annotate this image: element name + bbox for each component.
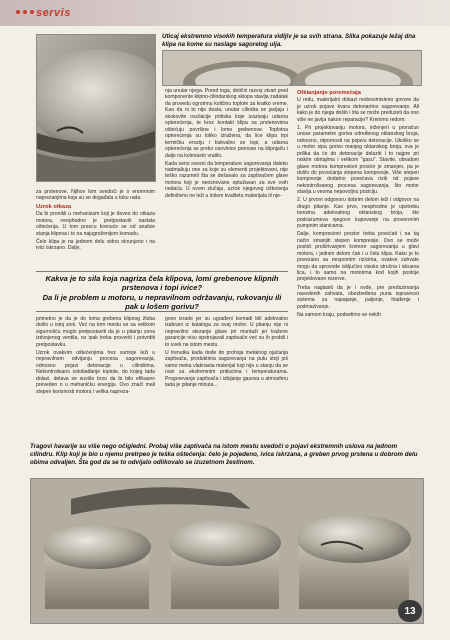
- right-paragraph: Treba naglasiti da je i ovde, pre preduzimanja navedenih zahvata, obezbeđena puna ispravnost sistema za napajanje, paljenje, hlađenje i podmazivanje.: [297, 284, 419, 310]
- middle-paragraph: Kada seno svesni da temperature sagorevanja daleko nadmašuju one za koje su elementi projektovani, nije teško razumeti šta se dešavalo sa zaptivačem glave motora koji je neosnovano optužavan za sve ovih nedaća. U ovom slučaju, uzrok njegovog oštećenja definitivno ne leži u lošem kvalitetu materijala ili nje-: [165, 160, 288, 199]
- pull-quote-rule-top: [36, 271, 288, 272]
- photo-damaged-pistons: [30, 478, 424, 624]
- left-intro: za prstenove. Njihov lom svedoči je o enormnim naprezanjima koja su se događala u toku rada.: [36, 189, 155, 202]
- right-paragraph: 1. Pri projektovanju motora, inženjeri u proračun unose parametre goriva određenog oktanskog broja, odnosno, otpornosti na pojavu detonacije. Ukoliko se u motor sipa gorivo manjeg oktanskog broja, sva je prilika da će do detonacije dolaziti i to najpre pri niskim obrtajima i velikom "gasu". Stavite, obradom glave motora kompresioni prostor je smanjen, pa je došlo do povećanja stepena kompresije. Više stepen kompresije dodatno povećava rizik od pojave nekontrolisanog procesa sagorevanja, što motor stavlja u veoma nepovoljnu poziciju.: [297, 124, 419, 196]
- caption-bottom: Tragovi havarije su više nego očigledni. Probaj više zaptivača na istom mestu svedoči o pojavi ekstremnih uslova na jednom cilindru. Klip koji je bio u njemu pretrpeo je teška oštećenja: čelo je pojedeno, ivica iskrzana, a greben prvog prstena u dobrom delu obima odvaljen. Šta god da se to odvijalo odlikovalo se izuzetnom žestinom.: [30, 443, 418, 466]
- bottom-left-paragraph: primetno je da je do loma grebena klipnog žleba došlo u istoj zoni. Već na tom mestu se sa velikom sigurnošću moglo pretpostaviti da je u pitanju zona izdvojenog ventila, no ipak treba proveriti i potvrditi pretpostavku.: [36, 316, 155, 348]
- bottom-left-column: [36, 316, 155, 397]
- pull-quote-line: Da li je problem u motoru, u nepravilnom održavanju, rukovanju ili pak u lošem gorivu?: [42, 292, 282, 312]
- photo-piston-closeup: [36, 34, 156, 182]
- right-paragraph: 2. U prvom odgovoru dobrim delom leži i odgovor na drugo pitanje. Kao prvo, neophodno je upotrebu benzina adekvatnog oktanskog broja, što podrazumeva njegovo kupovanje na proverenim pumpnim stanicama.: [297, 197, 419, 230]
- pull-quote-rule-bottom: [36, 311, 288, 312]
- page-number: 13: [398, 600, 422, 622]
- section-dots: [16, 10, 34, 14]
- photo-two-pistons: [162, 50, 422, 86]
- middle-column: [165, 88, 288, 201]
- pull-quote: [36, 274, 288, 312]
- pull-quote-line: Kakva je to sila koja nagriza čela klipova, lomi grebenove klipnih prstenova i topi ivice?: [45, 274, 279, 293]
- left-paragraph: Da bi pronikli u mehanizam koji je doveo do otkaza motora, neophodno je pretpostaviti nastala oštećenja. U tom pravcu krenuće se od analize stanja klipova i to na najugroženijem komadu.: [36, 211, 155, 237]
- right-heading: Otklanjanje poremećaja: [297, 90, 361, 96]
- left-paragraph: Čelo klipa je na jednom delu vidno okrunjeno i na ivici iskrzano. Dalje,: [36, 238, 155, 252]
- caption-top: Uticaj ekstremno visokih temperatura vidljiv je sa svih strana. Slika pokazuje ležaj dna klipa na kome su naslage sagorelog ulja.: [162, 33, 416, 49]
- middle-paragraph: nja unutar njega. Pored toga, dotični razvoj stvari pred komponente klipno-cilindarskog sklopa stavlja zadatak da provedu ogromnu količinu toplote za kratko vreme. Kao da ni to nije dosta, unutar cilindra se javljaju i skokovite oscilacije pritiska koje izazivaju udarna opterećenja, te kroz kontakt klipa sa prstenovima oštećuju površine i lome grebenove. Toplotna opterećenja su toliko izražena, da lice klipa trpi termičku eroziju i bukvalno se topi, a udarna opterećenja se preko osovinice prenose na klipnjaču i dalje na kolenasto vratilo.: [165, 88, 288, 159]
- left-heading: Uzrok otkaza: [36, 203, 72, 210]
- section-label: servis: [36, 7, 71, 19]
- bottom-middle-column: [165, 316, 288, 390]
- bottom-left-paragraph: Uzrok ovakvim oštećenjima hez sumnje leži u nepravilnom odvijanju procesa sagorevanja, odnosno pojavi detonacije u cilindrima. Nekontrolisano oslobađanje toplote, do kojeg tada dolazi, delava se suviše brzo da bi bilo efikasno preveden o u mehaničku energiju. Ovo znači mali stepen korisnosti motora i velika napreza-: [36, 349, 155, 395]
- right-paragraph: U redu, materijalni dokazi nedvosmisleno govore da je uzrok pojave kvara detonantno sagorevanje. Ali kako je do njega došlo i šta se može preduzeti da ono više ne javlja nakon reparacije? Krenimo redom:: [297, 97, 419, 123]
- right-paragraph: Na samom kraju, podsetimo se nekih: [297, 311, 381, 318]
- bottom-middle-paragraph: U trenutku kada dođe do prohoja metalnog ojačanja zaptivača, produktima sagorevanja na putu stoji još samo meka vlaknasta materijal koji nije u stanju da se nosi sa ekstremnim pritiscima i temperaturama. Progorevanje zaptivača i izbijanje gasova u atmosferu tada je pitanje minuta...: [165, 349, 288, 389]
- left-column: [36, 189, 155, 253]
- right-paragraph: Dalje, kompresioni prostor treba povećati i na taj način smanjiti stepen kompresije. Ovo se može postići proširivanjem komore sagorevanja u glavi motora, i jednim delom čak i u čelu klipa. Kako je to povezano sa nespornim rizicima, ovakve zahvate mogu da sprovode isključivo visoko stručna i iskusna lica, i to samo na motorima kod kojih postoje projektovane rezerve.: [297, 231, 419, 283]
- right-column: [297, 88, 419, 320]
- bottom-middle-paragraph: gove izrade jer su ugrađeni komadi bili adekvatno izabrani iz kataloga za ovaj motor. U pitanju nije ni nepravilno stezanje glave pri montaži jer tražene garancije nisu opstrujavali zaptivače već su ih probili i to uvek na istom mestu.: [165, 316, 288, 348]
